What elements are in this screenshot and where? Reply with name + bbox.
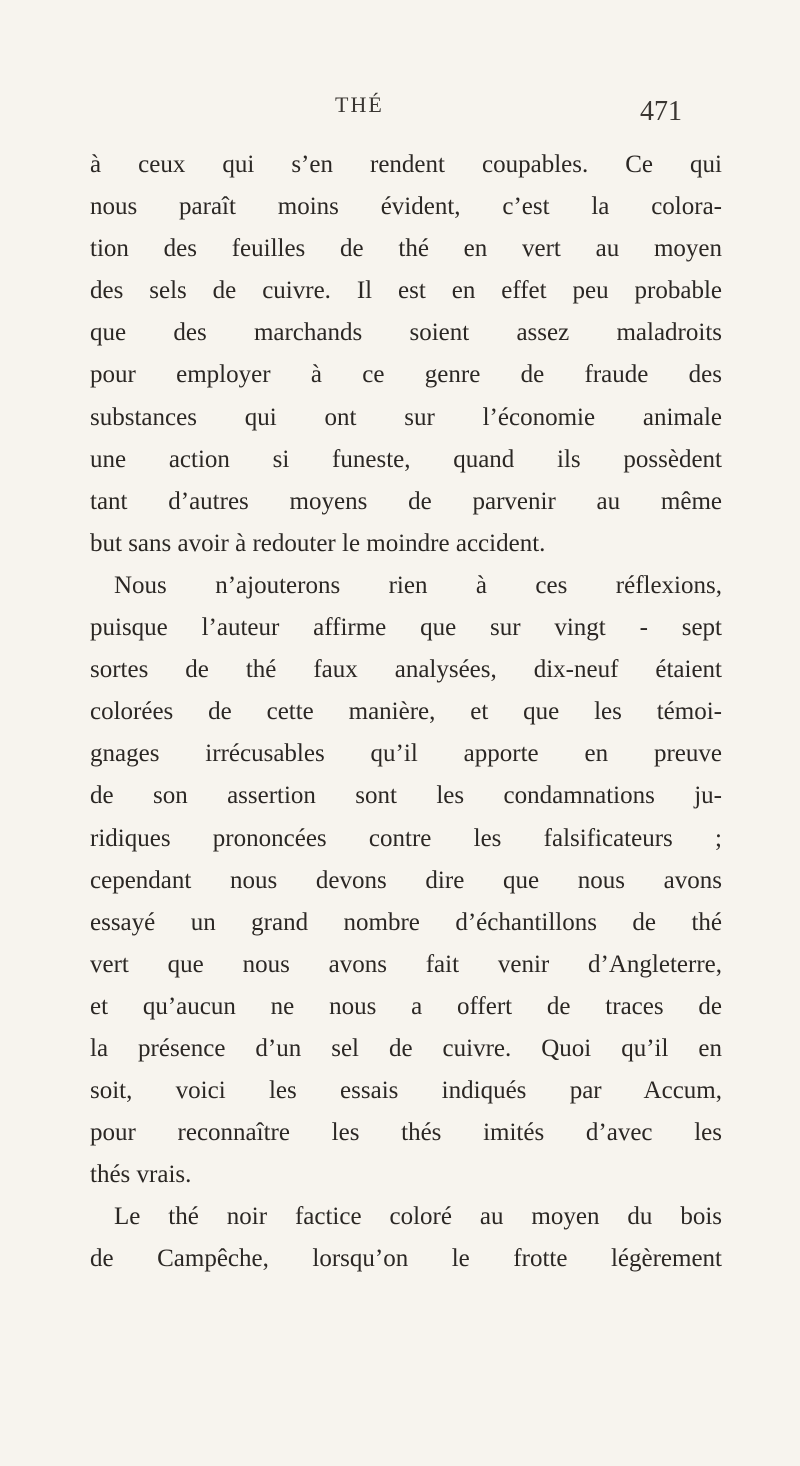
text-line: de Campêche, lorsqu’on le frotte légèrement [90,1245,722,1273]
text-line: que des marchands soient assez maladroits [90,319,722,347]
text-line: pour reconnaître les thés imités d’avec les [90,1119,722,1147]
text-line: soit, voici les essais indiqués par Accum, [90,1077,722,1105]
text-line: des sels de cuivre. Il est en effet peu probable [90,277,722,305]
text-line: pour employer à ce genre de fraude des [90,361,722,389]
text-line: ridiques prononcées contre les falsificateurs ; [90,824,722,852]
text-line: substances qui ont sur l’économie animale [90,403,722,431]
text-line: colorées de cette manière, et que les témoi- [90,698,722,726]
text-line: essayé un grand nombre d’échantillons de thé [90,908,722,936]
body-text [90,144,722,1281]
text-line: cependant nous devons dire que nous avons [90,866,722,894]
text-line: but sans avoir à redouter le moindre accident. [90,529,546,557]
text-line: tant d’autres moyens de parvenir au même [90,487,722,515]
text-line: Le thé noir factice coloré au moyen du bois [114,1203,722,1231]
text-line: gnages irrécusables qu’il apporte en preuve [90,740,722,768]
text-line: la présence d’un sel de cuivre. Quoi qu’il en [90,1034,722,1062]
text-line: à ceux qui s’en rendent coupables. Ce qui [90,151,722,178]
text-line: sortes de thé faux analysées, dix-neuf étaient [90,656,722,684]
text-line: nous paraît moins évident, c’est la colora- [90,193,722,221]
running-head-title: THÉ [335,92,384,117]
text-line: et qu’aucun ne nous a offert de traces de [90,992,722,1020]
text-line: Nous n’ajouterons rien à ces réflexions, [114,571,722,599]
text-line: de son assertion sont les condamnations ju- [90,782,722,810]
text-line: une action si funeste, quand ils possèdent [90,445,722,473]
page-number: 471 [640,96,682,127]
text-line: thés vrais. [90,1161,192,1189]
text-line: tion des feuilles de thé en vert au moyen [90,235,722,263]
text-line: puisque l’auteur affirme que sur vingt - sept [90,614,722,642]
text-line: vert que nous avons fait venir d’Angleterre, [90,950,722,978]
running-head [0,92,800,127]
